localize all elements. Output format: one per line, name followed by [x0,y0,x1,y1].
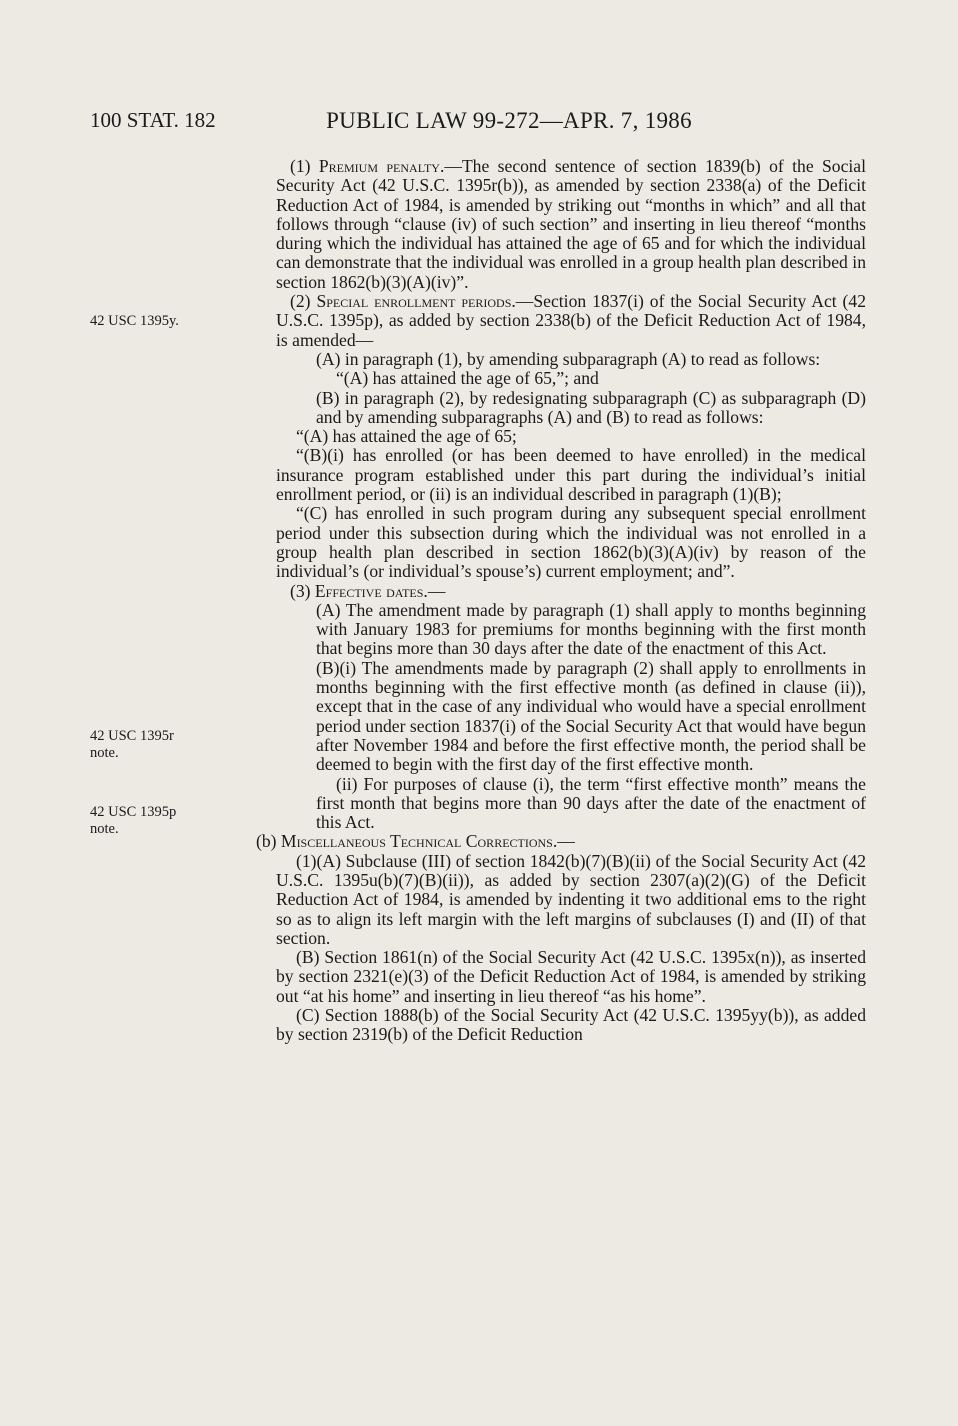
paragraph-number: (2) [290,291,317,312]
paragraph-3 [276,582,866,601]
paragraph-b1c: (C) Section 1888(b) of the Social Security Act (42 U.S.C. 1395yy(b)), as added by section 2319(b) of the Deficit Reduction [276,1005,866,1045]
paragraph-heading: Premium penalty. [318,156,445,176]
paragraph-b1a: (1)(A) Subclause (III) of section 1842(b)(7)(B)(ii) of the Social Security Act (42 U.S.C. 1395u(b)(7)(B)(ii)), as added by section 2307(a)(2)(G) of the Deficit Reduction Act of 1984, is amended by indenting it two additional ems to the right so as to align its left margin with the left margins of subclauses (I) and (II) of that section. [276,850,866,948]
margin-note-1395r: 42 USC 1395r [90,728,174,744]
paragraph-number: (1) [290,156,319,176]
subsection-number: (b) [256,831,281,852]
paragraph-heading: Special enrollment periods. [316,291,516,312]
paragraph-heading: Effective dates. [314,580,428,601]
paragraph-text: —The second sentence of section 1839(b) of the Social Security Act (42 U.S.C. 1395r(b)), as amended by section 2338(a) of the Deficit Reduction Act of 1984, is amended by striking out “months in which” and all that follows through “clause (iv) of such section” and inserting in lieu thereof “months during which the individual has attained the age of 65 and for which the individual can demonstrate that the individual was enrolled in a group health plan described in section 1862(b)(3)(A)(iv)”. [276,156,866,292]
margin-note-1395p-note: note. [90,821,119,837]
quoted-text-2a: “(A) has attained the age of 65,”; and [336,368,599,389]
quoted-text-2b-a: “(A) has attained the age of 65; [296,426,517,447]
statute-page-number: 100 STAT. 182 [90,108,216,132]
subsection-heading: Miscellaneous Technical Corrections. [280,831,558,852]
quoted-text-2b-b: “(B)(i) has enrolled (or has been deemed to have enrolled) in the medical insurance program established under this part during the individual’s initial enrollment period, or (ii) is an individual described in paragraph (1)(B); [276,445,866,505]
margin-note-1395p: 42 USC 1395p [90,804,177,820]
heading-dash: — [427,580,446,601]
paragraph-number: (3) [290,580,315,601]
paragraph-1 [276,157,866,292]
subparagraph-2a: (A) in paragraph (1), by amending subparagraph (A) to read as follows: [316,348,821,369]
paragraph-2 [276,292,866,350]
subparagraph-3a: (A) The amendment made by paragraph (1) shall apply to months beginning with January 1983 for premiums for months beginning with the first month that begins more than 30 days after the date of the enactment of this Act. [316,599,866,659]
paragraph-text: —Section 1837(i) of the Social Security Act (42 U.S.C. 1395p), as added by section 2338(b) of the Deficit Reduction Act of 1984, is amended— [276,291,867,350]
body-text [256,156,867,1045]
margin-note-1395r-note: note. [90,745,119,761]
page-title: PUBLIC LAW 99-272—APR. 7, 1986 [326,108,692,133]
clause-3b-ii: (ii) For purposes of clause (i), the term “first effective month” means the first month that begins more than 90 days after the date of the enactment of this Act. [316,773,866,833]
quoted-text-2b-c: “(C) has enrolled in such program during any subsequent special enrollment period under this subsection during which the individual was not enrolled in a group health plan described in section 1862(b)(3)(A)(iv) by reason of the individual’s (or individual’s spouse’s) current employment; and”. [276,503,866,582]
heading-dash: — [557,831,575,852]
subparagraph-2b: (B) in paragraph (2), by redesignating subparagraph (C) as subparagraph (D) and by amending subparagraphs (A) and (B) to read as follows: [316,387,866,427]
subparagraph-3b: (B)(i) The amendments made by paragraph (2) shall apply to enrollments in months beginning with the first effective month (as defined in clause (ii)), except that in the case of any individual who would have a special enrollment period under section 1837(i) of the Social Security Act that would have begun after November 1984 and before the first effective month, the period shall be deemed to begin with the first day of the first effective month. [316,657,866,775]
margin-note-1395y: 42 USC 1395y. [90,313,179,329]
paragraph-b1b: (B) Section 1861(n) of the Social Security Act (42 U.S.C. 1395x(n)), as inserted by section 2321(e)(3) of the Deficit Reduction Act of 1984, is amended by striking out “at his home” and inserting in lieu thereof “as his home”. [276,947,866,1006]
subsection-b [256,832,866,851]
